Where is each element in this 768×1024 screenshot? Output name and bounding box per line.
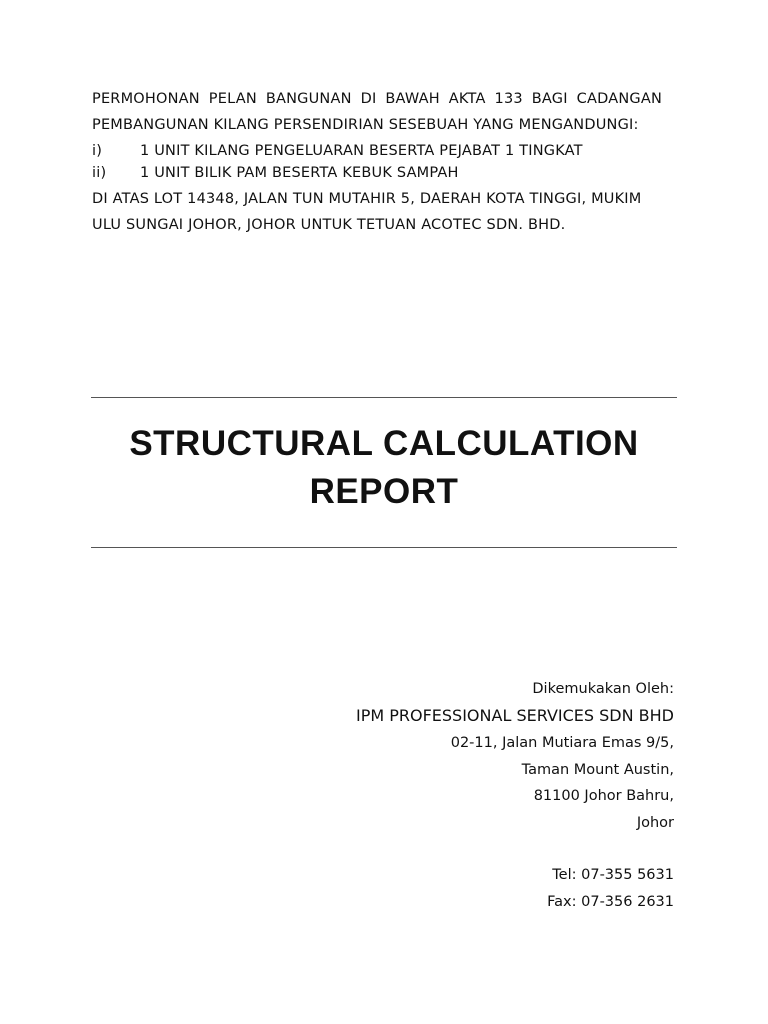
description-line-3: DI ATAS LOT 14348, JALAN TUN MUTAHIR 5, DAERAH KOTA TINGGI, MUKIM [92, 191, 642, 207]
title-divider-bottom [91, 547, 677, 548]
description-line-4: ULU SUNGAI JOHOR, JOHOR UNTUK TETUAN ACOTEC SDN. BHD. [92, 217, 566, 233]
description-line-2: PEMBANGUNAN KILANG PERSENDIRIAN SESEBUAH YANG MENGANDUNGI: [92, 117, 639, 133]
report-title-line-2: REPORT [309, 472, 459, 511]
scope-item [92, 162, 662, 184]
report-title-line-1: STRUCTURAL CALCULATION [129, 424, 639, 463]
address-line: 02-11, Jalan Mutiara Emas 9/5, [450, 735, 674, 751]
title-divider-top [91, 397, 677, 398]
scope-item-text: 1 UNIT BILIK PAM BESERTA KEBUK SAMPAH [140, 165, 459, 181]
submitted-by-label: Dikemukakan Oleh: [532, 681, 674, 697]
report-title [60, 420, 708, 516]
spacer [356, 836, 674, 862]
description-line-1: PERMOHONAN PELAN BANGUNAN DI BAWAH AKTA 133 BAGI CADANGAN [92, 91, 662, 107]
company-name: IPM PROFESSIONAL SERVICES SDN BHD [355, 705, 674, 725]
scope-list [92, 140, 662, 184]
address-line: Taman Mount Austin, [521, 761, 674, 778]
scope-item-number: ii) [92, 165, 107, 181]
scope-item-number: i) [92, 143, 103, 159]
scope-item [92, 140, 662, 162]
address-line: Johor [636, 814, 674, 831]
submitter-block [356, 676, 674, 915]
address-line: 81100 Johor Bahru, [533, 788, 674, 804]
project-description [92, 86, 662, 238]
scope-item-text: 1 UNIT KILANG PENGELUARAN BESERTA PEJABAT 1 TINGKAT [140, 143, 583, 159]
fax-number: Fax: 07-356 2631 [547, 893, 674, 910]
telephone-number: Tel: 07-355 5631 [552, 867, 674, 883]
